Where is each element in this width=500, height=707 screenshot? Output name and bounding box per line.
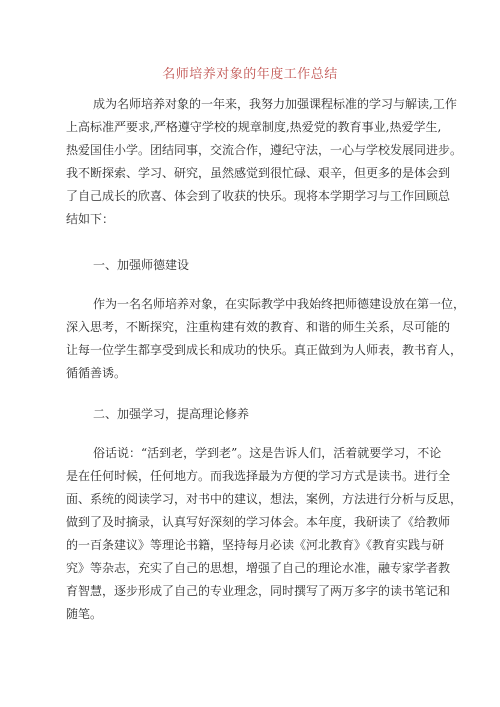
section-line: 作为一名名师培养对象，在实际教学中我始终把师德建设放在第一位， <box>93 297 466 311</box>
section-line: 的一百条建议》等理论书籍，坚持每月必读《河北教育》《教育实践与研 <box>66 538 445 552</box>
intro-line: 结如下： <box>66 212 115 226</box>
section-heading: 一、加强师德建设 <box>93 258 190 272</box>
section-line: 做到了及时摘录，认真写好深刻的学习体会。本年度，我研读了《给教师 <box>66 515 451 529</box>
section-line: 随笔。 <box>66 607 103 621</box>
section-heading: 二、加强学习，提高理论修养 <box>93 407 250 421</box>
intro-line: 成为名师培养对象的一年来，我努力加强课程标准的学习与解读,工作 <box>93 97 457 111</box>
section-line: 育智慧，逐步形成了自己的专业理念，同时撰写了两万多字的读书笔记和 <box>66 584 451 598</box>
section-line: 面、系统的阅读学习，对书中的建议，想法，案例，方法进行分析与反思， <box>66 492 463 506</box>
section-line: 深入思考，不断探究，注重构建有效的教育、和谐的师生关系，尽可能的 <box>66 320 451 334</box>
section-line: 究》等杂志，充实了自己的思想，增强了自己的理论水准，融专家学者教 <box>66 561 451 575</box>
section-line: 循循善诱。 <box>66 366 127 380</box>
document-title: 名师培养对象的年度工作总结 <box>162 67 338 82</box>
section-line: 是在任何时候，任何地方。而我选择最为方便的学习方式是读书。进行全 <box>66 469 451 483</box>
intro-line: 我不断探索、学习、研究，虽然感觉到很忙碌、艰辛，但更多的是体会到 <box>66 166 451 180</box>
section-line: 俗话说：“活到老，学到老”。这是告诉人们，活着就要学习，不论 <box>93 446 442 460</box>
intro-line: 上高标准严要求,严格遵守学校的规章制度,热爱党的教育事业,热爱学生, <box>66 120 442 134</box>
intro-line: 了自己成长的欣喜、体会到了收获的快乐。现将本学期学习与工作回顾总 <box>66 189 451 203</box>
intro-line: 热爱国佳小学。团结同事，交流合作，遵纪守法，一心与学校发展同进步。 <box>66 143 463 157</box>
section-line: 让每一位学生都享受到成长和成功的快乐。真正做到为人师表，教书育人， <box>66 343 463 357</box>
